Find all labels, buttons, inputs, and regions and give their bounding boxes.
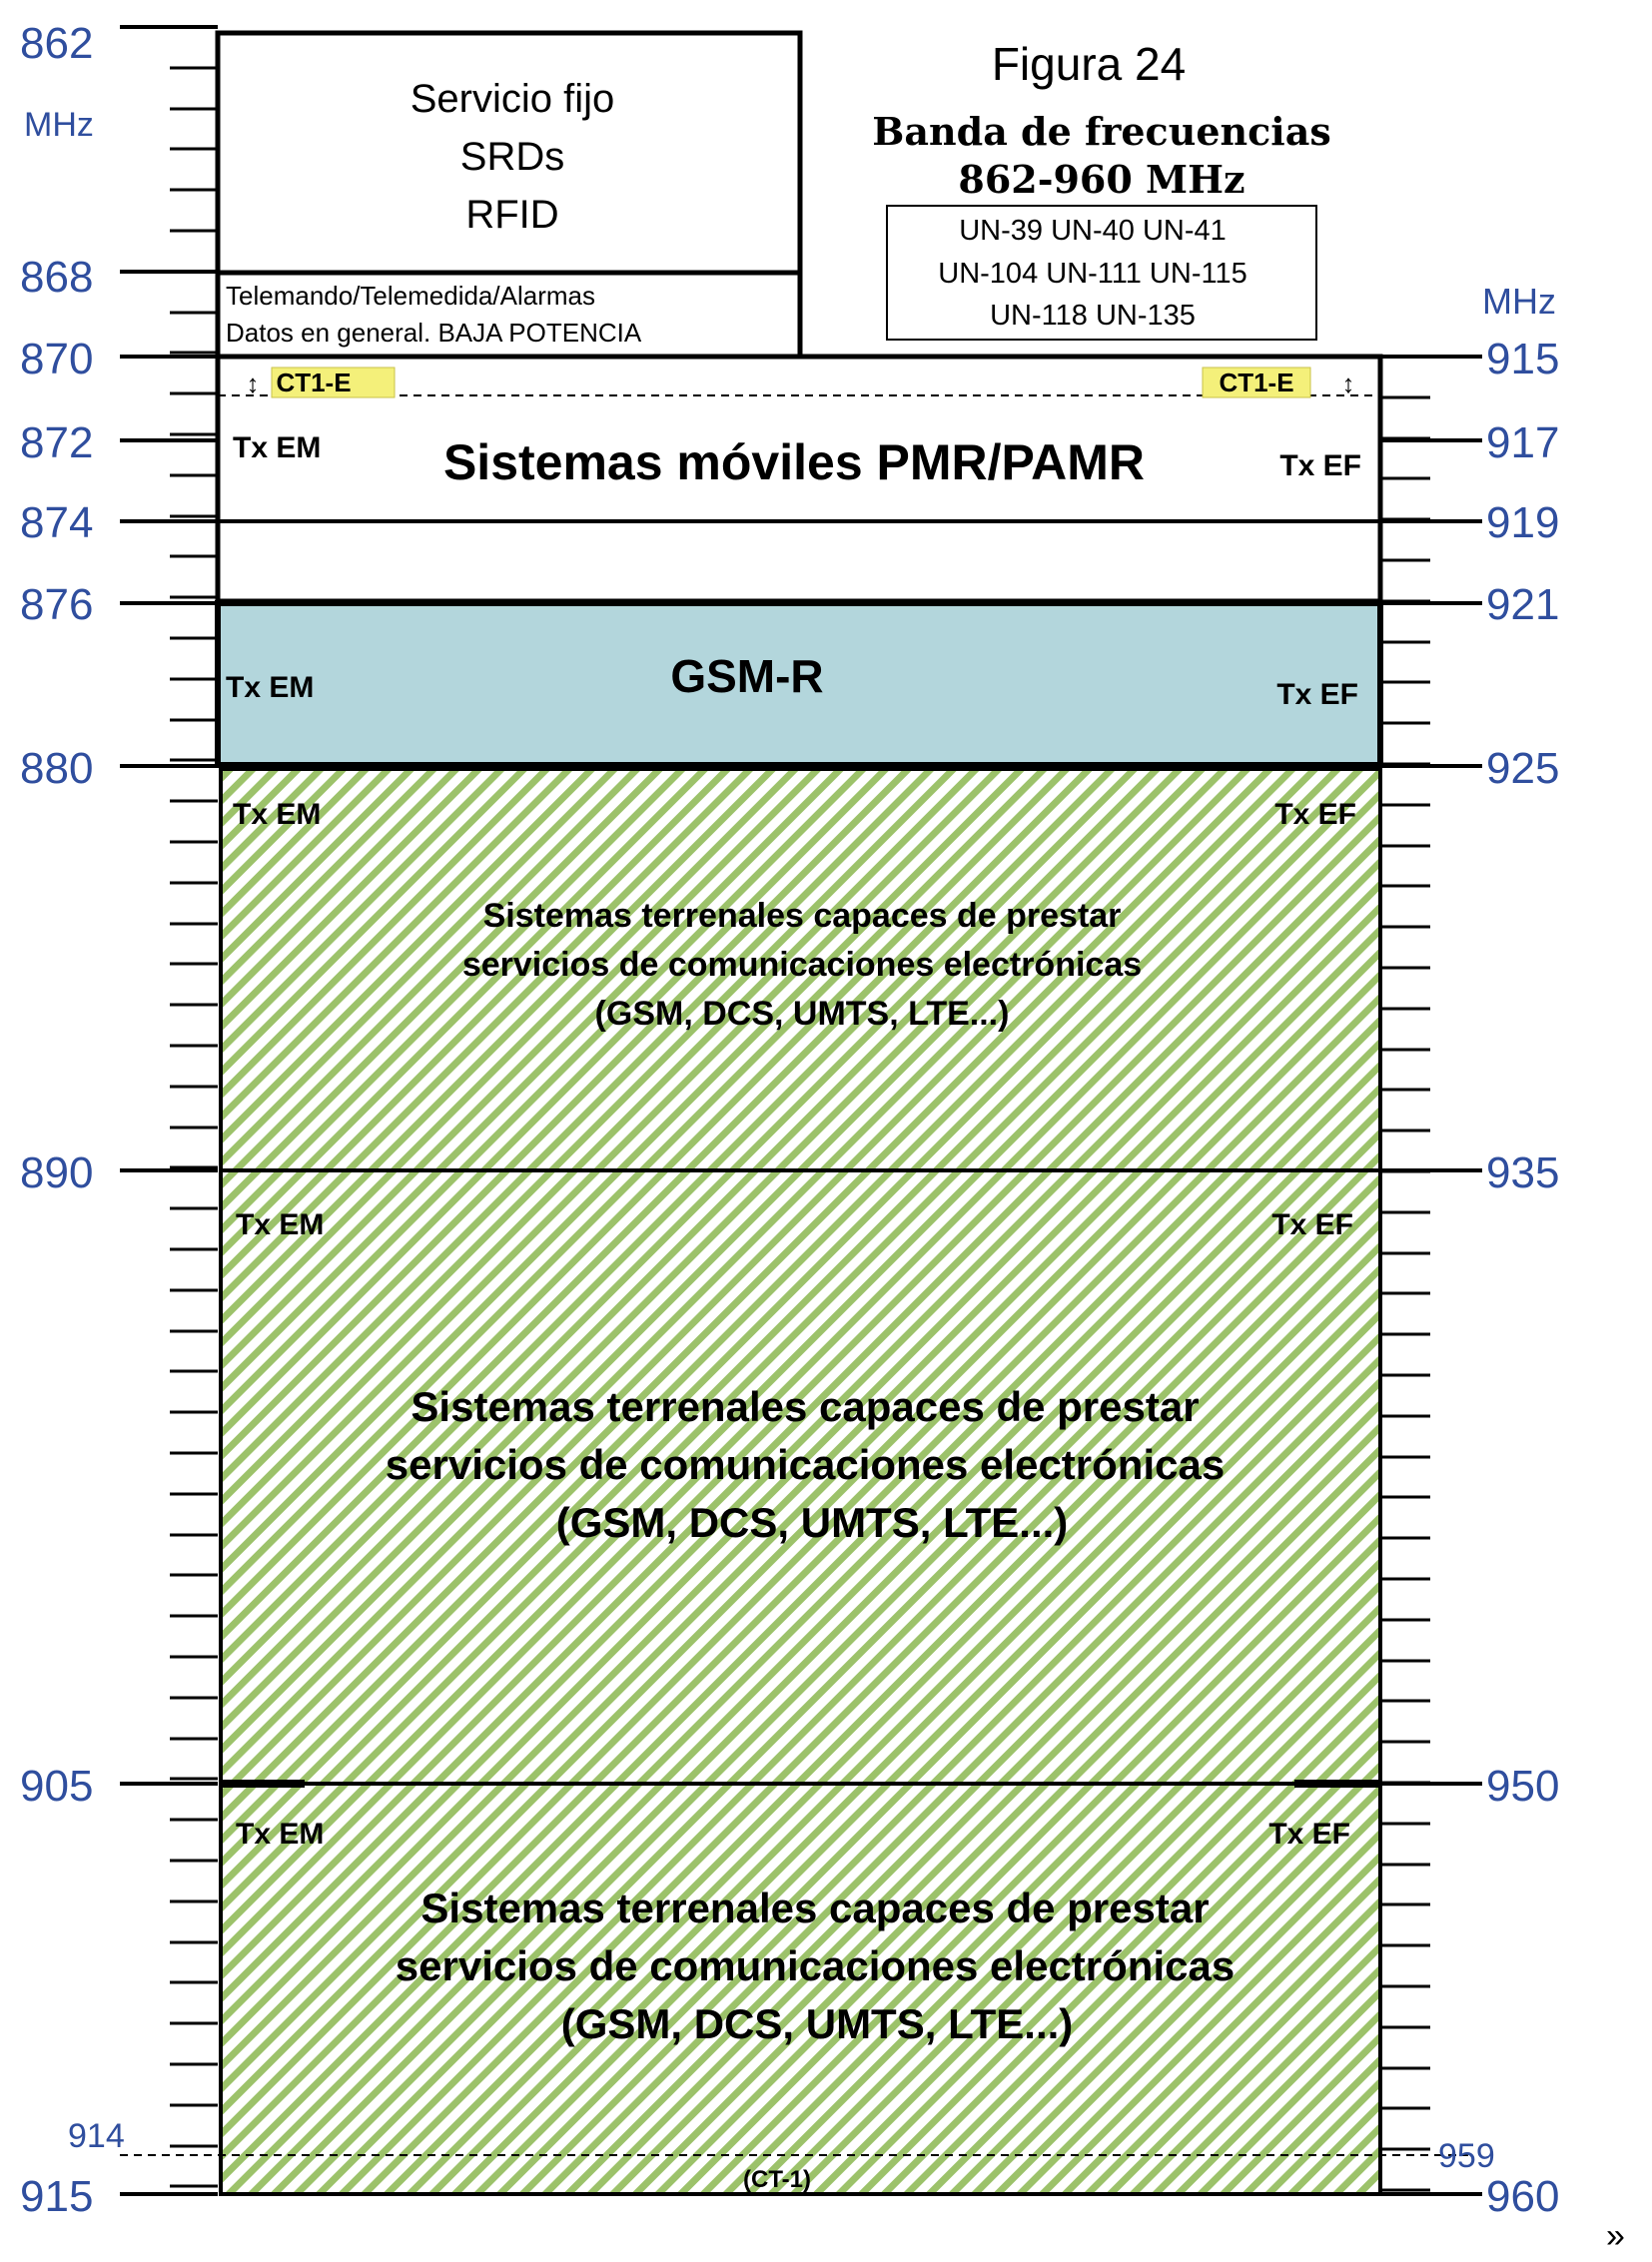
telemetry-line-1: Telemando/Telemedida/Alarmas [226, 281, 595, 311]
figure-title: Figura 24 [991, 38, 1187, 90]
figure-subtitle-1: Banda de frecuencias [872, 109, 1331, 154]
t2-tx-ef: Tx EF [1271, 1208, 1353, 1241]
gsmr-title: GSM-R [670, 650, 824, 702]
left-tick-890: 890 [20, 1148, 94, 1197]
t3-line-3: (GSM, DCS, UMTS, LTE...) [560, 2000, 1074, 2047]
left-tick-876: 876 [20, 580, 94, 629]
t3-tx-em: Tx EM [236, 1818, 325, 1851]
fixed-service-line-1: Servicio fijo [410, 77, 615, 121]
right-unit: MHz [1482, 281, 1556, 322]
right-tick-935: 935 [1486, 1148, 1560, 1197]
t2-line-3: (GSM, DCS, UMTS, LTE...) [555, 1499, 1069, 1546]
right-tick-960: 960 [1486, 2172, 1560, 2221]
t2-line-1: Sistemas terrenales capaces de prestar [411, 1383, 1200, 1430]
t3-line-2: servicios de comunicaciones electrónicas [395, 1942, 1236, 1989]
figure-subtitle-2: 862-960 MHz [958, 157, 1245, 202]
ct1-label: (CT-1) [743, 2166, 811, 2193]
ct1e-label-right: CT1-E [1219, 368, 1294, 397]
fixed-service-line-2: SRDs [459, 135, 565, 179]
t1-line-2: servicios de comunicaciones electrónicas [461, 946, 1143, 984]
notes-line-2: UN-104 UN-111 UN-115 [938, 258, 1247, 290]
right-tick-950: 950 [1486, 1762, 1560, 1811]
pmr-tx-em: Tx EM [233, 431, 322, 464]
left-tick-880: 880 [20, 744, 94, 793]
t1-line-3: (GSM, DCS, UMTS, LTE...) [594, 995, 1010, 1033]
left-tick-914: 914 [68, 2117, 125, 2155]
double-arrow-icon: ↕ [246, 369, 260, 398]
t1-tx-em: Tx EM [233, 798, 322, 831]
closing-quote: » [1606, 2217, 1625, 2255]
right-tick-921: 921 [1486, 580, 1560, 629]
left-tick-868: 868 [20, 253, 94, 302]
t3-tx-ef: Tx EF [1268, 1818, 1350, 1851]
t2-tx-em: Tx EM [236, 1208, 325, 1241]
t1-line-1: Sistemas terrenales capaces de prestar [482, 897, 1122, 935]
double-arrow-icon: ↕ [1341, 369, 1355, 398]
right-major-ticks [1380, 357, 1482, 2194]
pmr-title: Sistemas móviles PMR/PAMR [442, 434, 1146, 490]
notes-line-3: UN-118 UN-135 [990, 300, 1196, 332]
left-tick-862: 862 [20, 19, 94, 68]
telemetry-line-2: Datos en general. BAJA POTENCIA [226, 318, 642, 348]
right-tick-919: 919 [1486, 498, 1560, 547]
fixed-service-line-3: RFID [465, 193, 559, 237]
left-tick-870: 870 [20, 335, 94, 383]
ct1e-label-left: CT1-E [276, 368, 352, 397]
right-tick-959: 959 [1438, 2137, 1495, 2175]
notes-line-1: UN-39 UN-40 UN-41 [959, 215, 1227, 247]
left-tick-872: 872 [20, 418, 94, 467]
left-tick-874: 874 [20, 498, 94, 547]
left-unit: MHz [24, 106, 94, 144]
gsmr-tx-ef: Tx EF [1276, 678, 1358, 711]
pmr-tx-ef: Tx EF [1279, 449, 1361, 482]
t1-tx-ef: Tx EF [1274, 798, 1356, 831]
left-tick-905: 905 [20, 1762, 94, 1811]
t3-line-1: Sistemas terrenales capaces de prestar [420, 1885, 1210, 1931]
right-tick-915: 915 [1486, 335, 1560, 383]
left-tick-915: 915 [20, 2172, 94, 2221]
right-tick-917: 917 [1486, 418, 1560, 467]
right-tick-925: 925 [1486, 744, 1560, 793]
gsmr-tx-em: Tx EM [226, 671, 315, 704]
t2-line-2: servicios de comunicaciones electrónicas [385, 1441, 1226, 1488]
